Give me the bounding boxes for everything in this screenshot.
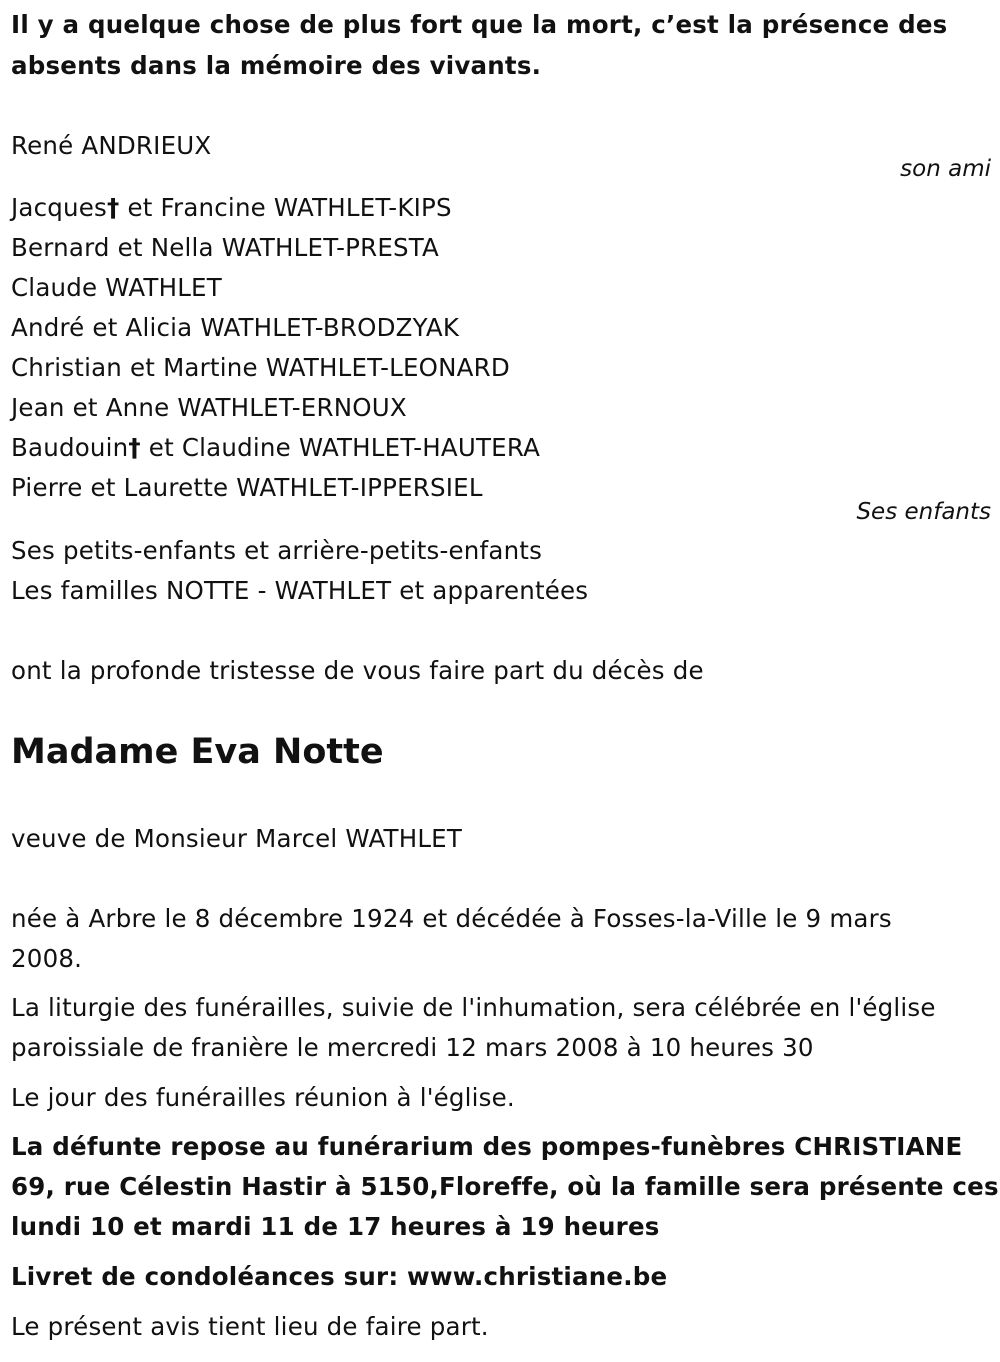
cross-symbol: † [107, 193, 120, 222]
grandchildren-line: Ses petits-enfants et arrière-petits-enfants [11, 536, 543, 565]
rest-line-3: lundi 10 et mardi 11 de 17 heures à 19 heures [11, 1212, 660, 1241]
rest-line-2: 69, rue Célestin Hastir à 5150,Floreffe, où la famille sera présente ces [11, 1172, 999, 1201]
quote-line-1: Il y a quelque chose de plus fort que la mort, c’est la présence des [11, 10, 948, 39]
child-first-name: Baudouin [11, 433, 129, 462]
child-line-4: André et Alicia WATHLET-BRODZYAK [11, 313, 460, 342]
quote-line-2: absents dans la mémoire des vivants. [11, 51, 542, 80]
children-role: Ses enfants [856, 499, 991, 525]
liturgy-line-1: La liturgie des funérailles, suivie de l'inhumation, sera célébrée en l'église [11, 993, 936, 1022]
families-line: Les familles NOTTE - WATHLET et apparentées [11, 576, 589, 605]
child-line-6: Jean et Anne WATHLET-ERNOUX [11, 393, 407, 422]
notice-line: Le présent avis tient lieu de faire part. [11, 1312, 489, 1341]
friend-role: son ami [900, 156, 991, 182]
obituary-notice [11, 0, 999, 1362]
child-line-3: Claude WATHLET [11, 273, 222, 302]
birth-death-line-1: née à Arbre le 8 décembre 1924 et décédée à Fosses-la-Ville le 9 mars [11, 904, 892, 933]
friend-name: René ANDRIEUX [11, 131, 212, 160]
meeting-line: Le jour des funérailles réunion à l'église. [11, 1083, 515, 1112]
child-first-name: Jacques [11, 193, 108, 222]
child-rest: et Francine WATHLET-KIPS [119, 193, 452, 222]
child-line-5: Christian et Martine WATHLET-LEONARD [11, 353, 510, 382]
child-line-8: Pierre et Laurette WATHLET-IPPERSIEL [11, 473, 483, 502]
child-line-2: Bernard et Nella WATHLET-PRESTA [11, 233, 439, 262]
condolences-line: Livret de condoléances sur: www.christiane.be [11, 1262, 668, 1291]
announcement-line: ont la profonde tristesse de vous faire part du décès de [11, 656, 704, 685]
rest-line-1: La défunte repose au funérarium des pompes-funèbres CHRISTIANE [11, 1132, 963, 1161]
birth-death-line-2: 2008. [11, 944, 83, 973]
deceased-name: Madame Eva Notte [11, 732, 384, 772]
child-line-7 [11, 428, 540, 468]
child-rest: et Claudine WATHLET-HAUTERA [140, 433, 541, 462]
cross-symbol: † [128, 433, 141, 462]
liturgy-line-2: paroissiale de franière le mercredi 12 mars 2008 à 10 heures 30 [11, 1033, 814, 1062]
widow-of-line: veuve de Monsieur Marcel WATHLET [11, 824, 463, 853]
child-line-1 [11, 188, 452, 228]
